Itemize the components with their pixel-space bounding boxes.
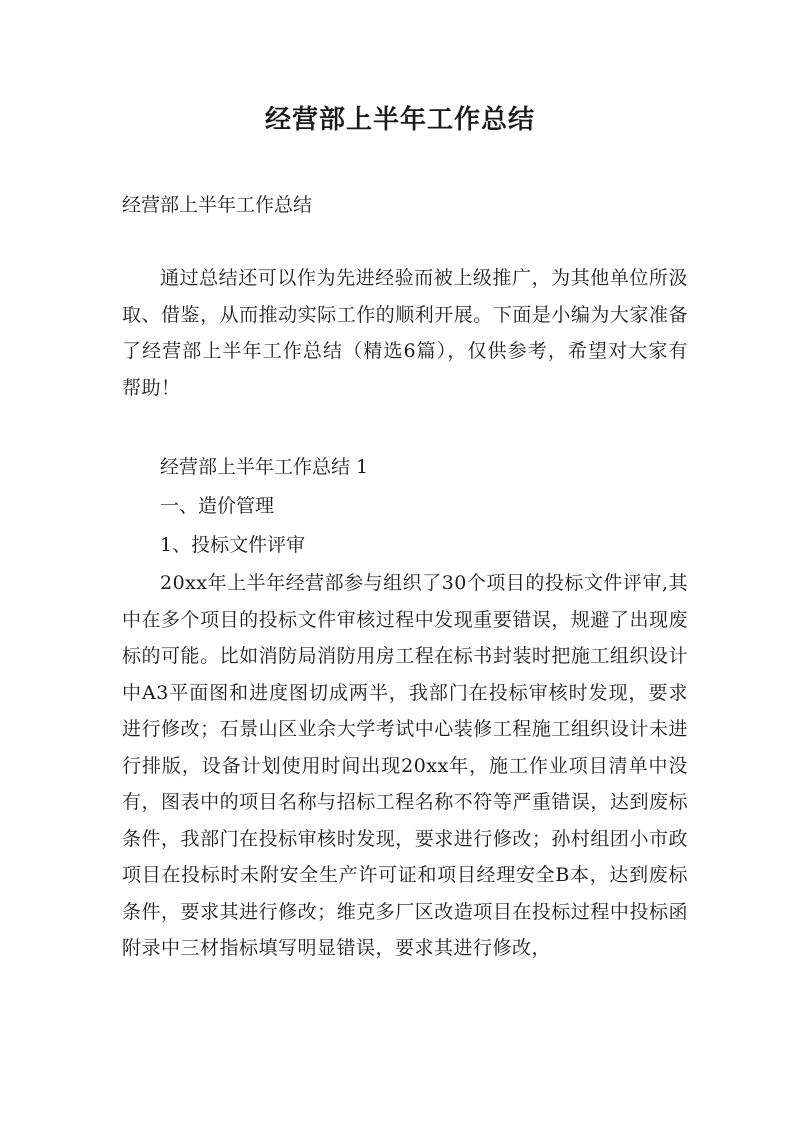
body-paragraph: 20xx年上半年经营部参与组织了30个项目的投标文件评审,其中在多个项目的投标文件审核过程中发现重要错误，规避了出现废标的可能。比如消防局消防用房工程在标书封装时把施工组织设计中A3平面图和进度图切成两半，我部门在投标审核时发现，要求进行修改；石景山区业余大学考试中心装修工程施工组织设计未进行排版，设备计划使用时间出现20xx年，施工作业项目清单中没有，图表中的项目名称与招标工程名称不符等严重错误，达到废标条件，我部门在投标审核时发现，要求进行修改；孙村组团小市政项目在投标时未附安全生产许可证和项目经理安全B本，达到废标条件，要求其进行修改；维克多厂区改造项目在投标过程中投标函附录中三材指标填写明显错误，要求其进行修改， xyxy=(122,572,688,959)
section-heading: 一、造价管理 xyxy=(160,495,275,517)
document-title: 经营部上半年工作总结 xyxy=(264,105,535,135)
intro-paragraph: 通过总结还可以作为先进经验而被上级推广，为其他单位所汲取、借鉴，从而推动实际工作的顺利开展。下面是小编为大家准备了经营部上半年工作总结（精选6篇），仅供参考，希望对大家有帮助！ xyxy=(122,267,688,399)
subsection-heading: 1、投标文件评审 xyxy=(160,534,306,556)
document-subtitle: 经营部上半年工作总结 xyxy=(122,194,313,216)
section-title: 经营部上半年工作总结 1 xyxy=(160,456,369,478)
